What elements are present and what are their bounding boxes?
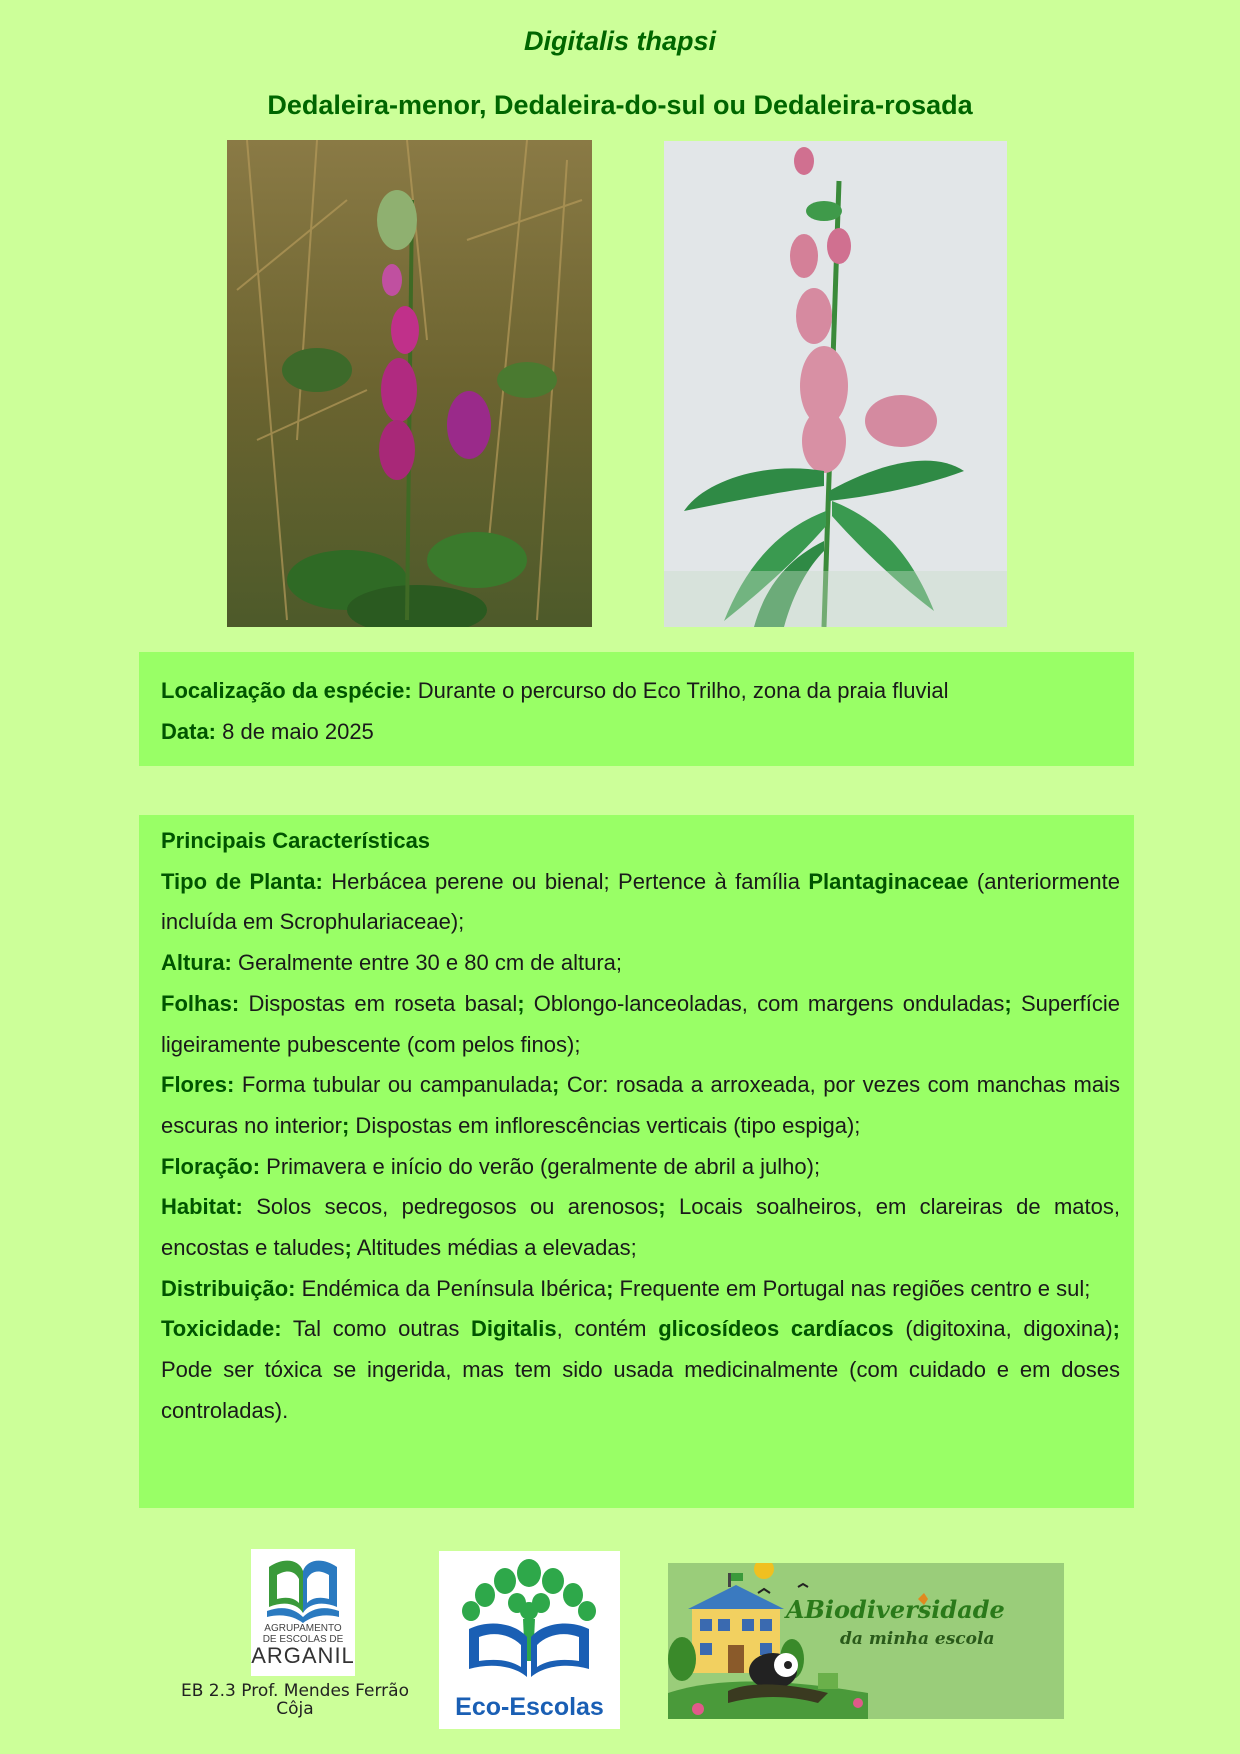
folhas-sep: ; xyxy=(517,990,525,1016)
biodiversidade-word: Biodiversidade xyxy=(804,1595,1005,1624)
tipo-paragraph xyxy=(161,862,1120,943)
habitat-text-2: Locais soalheiros, em clareiras de matos, encostas e taludes xyxy=(161,1194,1120,1261)
biodiversidade-logo xyxy=(668,1563,1064,1719)
folhas-text-3: Superfície ligeiramente pubescente (com pelos finos); xyxy=(161,990,1120,1057)
flores-sep: ; xyxy=(551,1072,560,1098)
flores-label: Flores: xyxy=(161,1072,235,1098)
date-value: 8 de maio 2025 xyxy=(216,719,374,744)
toxicidade-label: Toxicidade: xyxy=(161,1316,282,1342)
logo1-line3: ARGANIL xyxy=(251,1643,355,1668)
toxicidade-digitalis: Digitalis xyxy=(471,1316,557,1342)
logo1-line2: DE ESCOLAS DE xyxy=(262,1634,344,1645)
distribuicao-label: Distribuição: xyxy=(161,1275,296,1301)
characteristics-box xyxy=(139,815,1134,1508)
toxicidade-glicosideos: glicosídeos cardíacos xyxy=(658,1316,894,1342)
location-date-box xyxy=(139,652,1134,766)
habitat-text-3: Altitudes médias a elevadas; xyxy=(351,1235,637,1261)
altura-paragraph xyxy=(161,943,1120,984)
eco-escolas-text: Eco-Escolas xyxy=(455,1693,604,1721)
biodiversidade-prefix: A xyxy=(786,1595,805,1624)
floracao-text: Primavera e início do verão (geralmente de abril a julho); xyxy=(260,1153,821,1179)
habitat-sep: ; xyxy=(658,1194,666,1220)
folhas-paragraph xyxy=(161,984,1120,1065)
toxicidade-text: Tal como outras xyxy=(281,1316,471,1342)
agrupamento-arganil-logo xyxy=(251,1549,355,1676)
plant-drawing xyxy=(664,141,1007,627)
scientific-name-title: Digitalis thapsi xyxy=(523,26,717,56)
biodiversidade-subtitle: da minha escola xyxy=(840,1629,995,1649)
folhas-label: Folhas: xyxy=(161,990,240,1016)
distribuicao-paragraph xyxy=(161,1269,1120,1310)
tipo-label: Tipo de Planta: xyxy=(161,868,323,894)
school-line2: Côja xyxy=(276,1699,314,1719)
altura-text: Geralmente entre 30 e 80 cm de altura; xyxy=(231,950,622,976)
plant-photo xyxy=(227,140,592,627)
distribuicao-sep: ; xyxy=(606,1275,614,1301)
tipo-text-2: (anteriormente incluída em Scrophulariaceae); xyxy=(161,868,1120,935)
habitat-text: Solos secos, pedregosos ou arenosos xyxy=(242,1194,659,1220)
location-line xyxy=(161,670,1112,711)
folhas-text-2: Oblongo-lanceoladas, com margens onduladas xyxy=(524,990,1005,1016)
biodiversidade-title xyxy=(786,1595,1005,1624)
distribuicao-text-2: Frequente em Portugal nas regiões centro e sul; xyxy=(613,1275,1091,1301)
logo1-line1: AGRUPAMENTO xyxy=(264,1623,342,1634)
distribuicao-text: Endémica da Península Ibérica xyxy=(295,1275,607,1301)
floracao-paragraph xyxy=(161,1147,1120,1188)
date-line xyxy=(161,711,1112,752)
floracao-label: Floração: xyxy=(161,1153,261,1179)
location-value: Durante o percurso do Eco Trilho, zona da praia fluvial xyxy=(411,678,949,703)
toxicidade-text-4: Pode ser tóxica se ingerida, mas tem sido usada medicinalmente (com cuidado e em doses controladas). xyxy=(161,1357,1120,1423)
toxicidade-text-2: , contém xyxy=(556,1316,659,1342)
common-names-subtitle: Dedaleira-menor, Dedaleira-do-sul ou Dedaleira-rosada xyxy=(267,90,973,120)
flores-text-2: Cor: rosada a arroxeada, por vezes com manchas mais escuras no interior xyxy=(161,1072,1120,1138)
folhas-text: Dispostas em roseta basal xyxy=(239,990,518,1016)
tipo-family: Plantaginaceae xyxy=(808,868,969,894)
eco-escolas-logo xyxy=(439,1551,620,1729)
folhas-sep-2: ; xyxy=(1004,990,1012,1016)
habitat-label: Habitat: xyxy=(161,1194,243,1220)
tipo-text: Herbácea perene ou bienal; Pertence à família xyxy=(322,868,809,894)
altura-label: Altura: xyxy=(161,950,232,976)
flores-text: Forma tubular ou campanulada xyxy=(234,1072,552,1098)
flores-paragraph xyxy=(161,1065,1120,1146)
toxicidade-sep: ; xyxy=(1112,1316,1120,1342)
characteristics-heading: Principais Características xyxy=(161,828,431,853)
toxicidade-text-3: (digitoxina, digoxina) xyxy=(893,1316,1113,1342)
flores-text-3: Dispostas em inflorescências verticais (tipo espiga); xyxy=(349,1112,861,1138)
tree-book-icon xyxy=(439,1551,620,1691)
location-label: Localização da espécie: xyxy=(161,678,412,703)
school-name xyxy=(170,1682,420,1718)
flores-sep-2: ; xyxy=(341,1112,350,1138)
toxicidade-paragraph xyxy=(161,1309,1120,1431)
school-line1: EB 2.3 Prof. Mendes Ferrão xyxy=(181,1681,409,1701)
habitat-paragraph xyxy=(161,1187,1120,1268)
habitat-sep-2: ; xyxy=(344,1235,352,1261)
date-label: Data: xyxy=(161,719,217,744)
open-book-icon xyxy=(263,1557,343,1623)
